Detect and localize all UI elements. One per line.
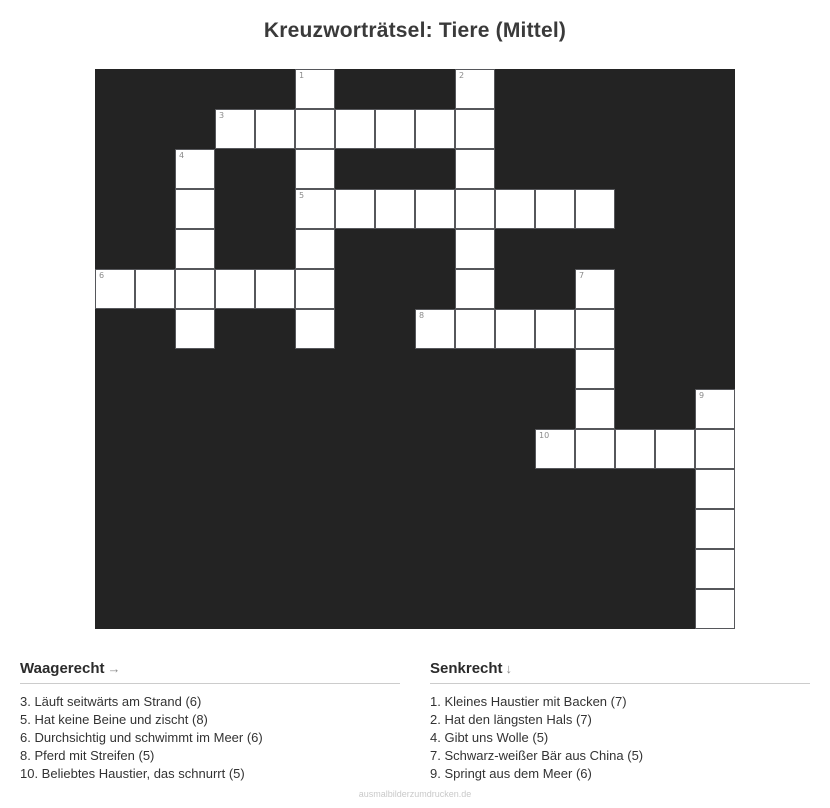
crossword-cell bbox=[455, 189, 495, 229]
crossword-cell bbox=[455, 309, 495, 349]
clues-section bbox=[20, 660, 810, 783]
crossword-cell bbox=[695, 509, 735, 549]
crossword-cell bbox=[575, 349, 615, 389]
clue-item: 1. Kleines Haustier mit Backen (7) bbox=[430, 694, 627, 709]
clue-item: 2. Hat den längsten Hals (7) bbox=[430, 712, 592, 727]
down-arrow-icon: ↓ bbox=[505, 661, 513, 676]
clue-item: 7. Schwarz-weißer Bär aus China (5) bbox=[430, 748, 644, 763]
clue-item: 6. Durchsichtig und schwimmt im Meer (6) bbox=[20, 730, 263, 745]
crossword-cell bbox=[455, 269, 495, 309]
crossword-cell bbox=[655, 429, 695, 469]
crossword-cell bbox=[295, 149, 335, 189]
crossword-cell bbox=[175, 189, 215, 229]
crossword-cell bbox=[215, 269, 255, 309]
crossword-cell bbox=[375, 109, 415, 149]
crossword-cell bbox=[575, 389, 615, 429]
cell-number: 6 bbox=[99, 271, 105, 280]
crossword-cell bbox=[415, 189, 455, 229]
crossword-cell bbox=[295, 229, 335, 269]
crossword-cell bbox=[695, 549, 735, 589]
crossword-cell bbox=[495, 309, 535, 349]
crossword-cell bbox=[695, 469, 735, 509]
crossword-cell bbox=[175, 229, 215, 269]
across-heading bbox=[20, 660, 400, 684]
crossword-cell bbox=[295, 269, 335, 309]
crossword-cell bbox=[455, 149, 495, 189]
crossword-cell bbox=[495, 189, 535, 229]
page-title: Kreuzworträtsel: Tiere (Mittel) bbox=[263, 19, 567, 42]
crossword-cell bbox=[335, 189, 375, 229]
clue-item: 5. Hat keine Beine und zischt (8) bbox=[20, 712, 208, 727]
crossword-cell bbox=[415, 309, 455, 349]
crossword-cell bbox=[535, 429, 575, 469]
crossword-cell bbox=[695, 589, 735, 629]
crossword-cell bbox=[455, 109, 495, 149]
down-section bbox=[430, 660, 810, 783]
clue-item: 3. Läuft seitwärts am Strand (6) bbox=[20, 694, 202, 709]
crossword-cell bbox=[255, 269, 295, 309]
crossword-cell bbox=[295, 109, 335, 149]
crossword-cell bbox=[575, 429, 615, 469]
crossword-cell bbox=[175, 309, 215, 349]
crossword-cell bbox=[175, 269, 215, 309]
crossword-cell bbox=[455, 229, 495, 269]
crossword-cell bbox=[335, 109, 375, 149]
crossword-cell bbox=[575, 269, 615, 309]
crossword-cell bbox=[695, 389, 735, 429]
cell-number: 10 bbox=[539, 431, 550, 440]
down-heading-label: Senkrecht bbox=[430, 660, 503, 677]
crossword-cell bbox=[255, 109, 295, 149]
clue-item: 9. Springt aus dem Meer (6) bbox=[430, 766, 592, 781]
right-arrow-icon: → bbox=[107, 661, 121, 676]
clue-item: 4. Gibt uns Wolle (5) bbox=[430, 730, 549, 745]
crossword-cell bbox=[415, 109, 455, 149]
crossword-cell bbox=[295, 69, 335, 109]
cell-number: 1 bbox=[299, 71, 305, 80]
cell-number: 3 bbox=[219, 111, 225, 120]
crossword-cell bbox=[215, 109, 255, 149]
down-clues bbox=[430, 693, 810, 783]
crossword-cell bbox=[575, 189, 615, 229]
across-section bbox=[20, 660, 400, 783]
crossword-cell bbox=[535, 189, 575, 229]
cell-number: 5 bbox=[299, 191, 305, 200]
footer-credit: ausmalbilderzumdrucken.de bbox=[358, 789, 472, 799]
down-heading bbox=[430, 660, 810, 684]
cell-number: 7 bbox=[579, 271, 585, 280]
across-heading-label: Waagerecht bbox=[20, 660, 105, 677]
crossword-cell bbox=[695, 429, 735, 469]
crossword-cell bbox=[295, 189, 335, 229]
crossword-cell bbox=[175, 149, 215, 189]
cell-number: 2 bbox=[459, 71, 465, 80]
clue-item: 10. Beliebtes Haustier, das schnurrt (5) bbox=[20, 766, 245, 781]
crossword-grid bbox=[95, 69, 735, 629]
crossword-cell bbox=[455, 69, 495, 109]
crossword-cell bbox=[535, 309, 575, 349]
cell-number: 4 bbox=[179, 151, 185, 160]
clue-item: 8. Pferd mit Streifen (5) bbox=[20, 748, 155, 763]
across-clues bbox=[20, 693, 400, 783]
cell-number: 8 bbox=[419, 311, 425, 320]
crossword-cell bbox=[375, 189, 415, 229]
cell-number: 9 bbox=[699, 391, 705, 400]
crossword-cell bbox=[615, 429, 655, 469]
crossword-cell bbox=[135, 269, 175, 309]
crossword-cell bbox=[95, 269, 135, 309]
crossword-cell bbox=[575, 309, 615, 349]
crossword-cell bbox=[295, 309, 335, 349]
